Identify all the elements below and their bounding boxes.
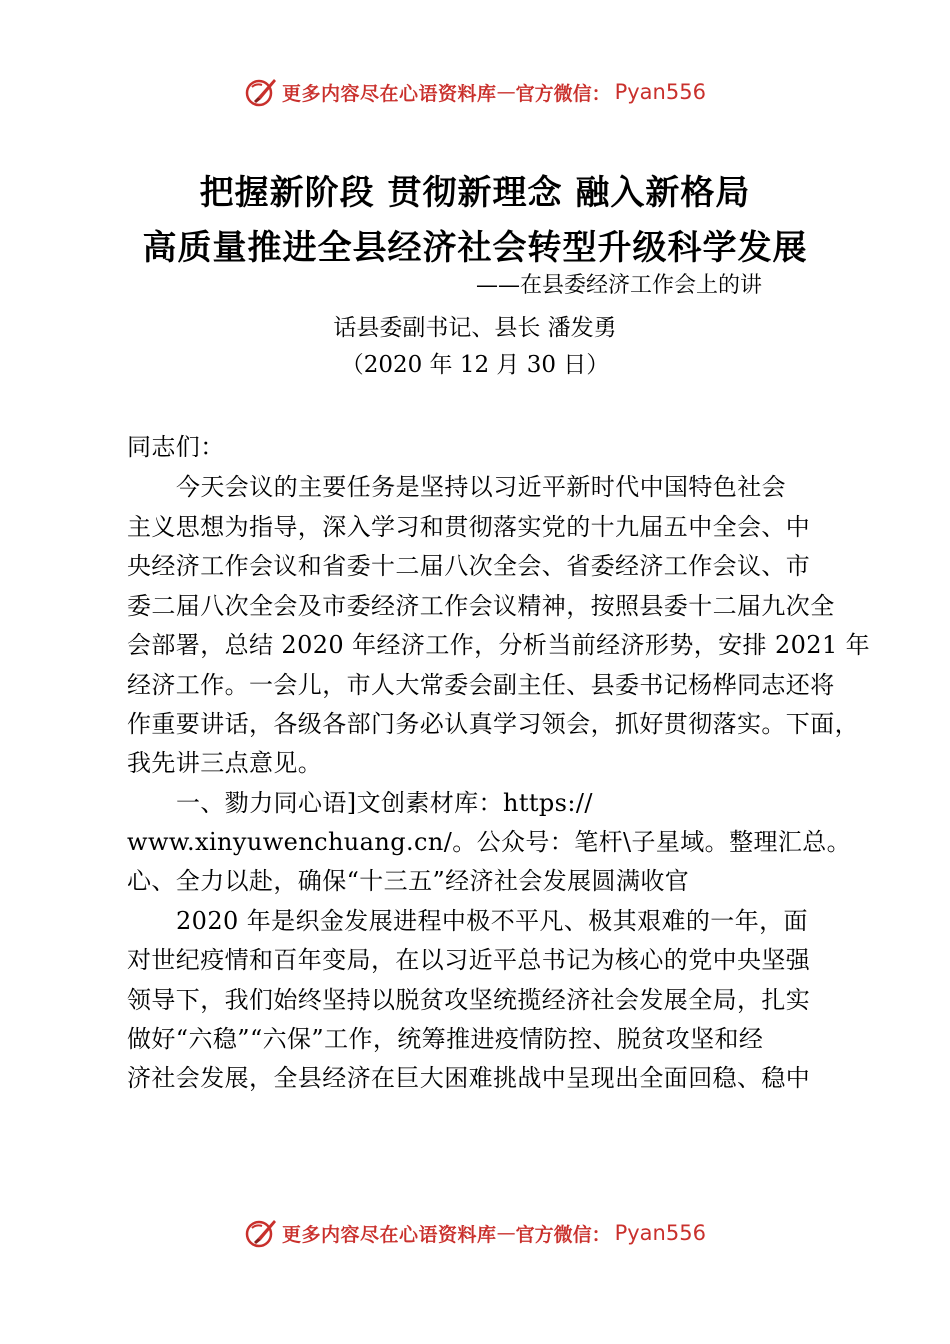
body-line: 领导下，我们始终坚持以脱贫攻坚统揽经济社会发展全局，扎实 [127,986,811,1014]
quill-pen-logo-icon [244,75,278,109]
banner-wechat-id: Pyan556 [614,80,706,104]
quill-pen-logo-icon [244,1216,278,1250]
header-watermark-banner [0,72,950,112]
body-line: 我先讲三点意见。 [127,749,323,777]
section-heading-line: www.xinyuwenchuang.cn/。公众号：笔杆\子星域。整理汇总。 [127,828,852,856]
body-line: 经济工作。一会儿，市人大常委会副主任、县委书记杨桦同志还将 [127,671,835,699]
section-heading-line: 心、全力以赴，确保“十三五”经济社会发展圆满收官 [127,867,690,895]
body-line: 央经济工作会议和省委十二届八次全会、省委经济工作会议、市 [127,552,811,580]
banner-dash: — [496,81,516,103]
body-line: 济社会发展，全县经济在巨大困难挑战中呈现出全面回稳、稳中 [127,1064,811,1092]
subtitle-speaker: 话县委副书记、县长 潘发勇 [333,315,617,341]
subtitle-date: （2020 年 12 月 30 日） [340,352,610,378]
banner-wechat-label: 官方微信： [515,1223,611,1246]
body-line: 做好“六稳”“六保”工作，统筹推进疫情防控、脱贫攻坚和经 [127,1025,764,1053]
body-line: 会部署，总结 2020 年经济工作，分析当前经济形势，安排 2021 年 [127,631,871,659]
body-line-salutation: 同志们： [127,433,225,461]
banner-dash: — [496,1222,516,1244]
document-title-line-2: 高质量推进全县经济社会转型升级科学发展 [142,228,808,268]
subtitle-occasion: ——在县委经济工作会上的讲 [476,273,763,298]
footer-watermark-banner [0,1213,950,1253]
banner-brand-text: 更多内容尽在心语资料库 [282,1223,497,1246]
banner-brand-text: 更多内容尽在心语资料库 [282,82,497,105]
section-heading-line: 一、勠力同心语]文创素材库：https:// [176,789,593,817]
body-line: 主义思想为指导，深入学习和贯彻落实党的十九届五中全会、中 [127,513,811,541]
banner-wechat-id: Pyan556 [614,1221,706,1245]
body-line: 今天会议的主要任务是坚持以习近平新时代中国特色社会 [176,473,786,501]
body-line: 作重要讲话，各级各部门务必认真学习领会，抓好贯彻落实。下面， [127,710,859,738]
body-line: 2020 年是织金发展进程中极不平凡、极其艰难的一年，面 [176,907,808,935]
body-line: 委二届八次全会及市委经济工作会议精神，按照县委十二届九次全 [127,592,835,620]
banner-wechat-label: 官方微信： [515,82,611,105]
body-line: 对世纪疫情和百年变局，在以习近平总书记为核心的党中央坚强 [127,946,811,974]
document-title-line-1: 把握新阶段 贯彻新理念 融入新格局 [199,173,751,213]
